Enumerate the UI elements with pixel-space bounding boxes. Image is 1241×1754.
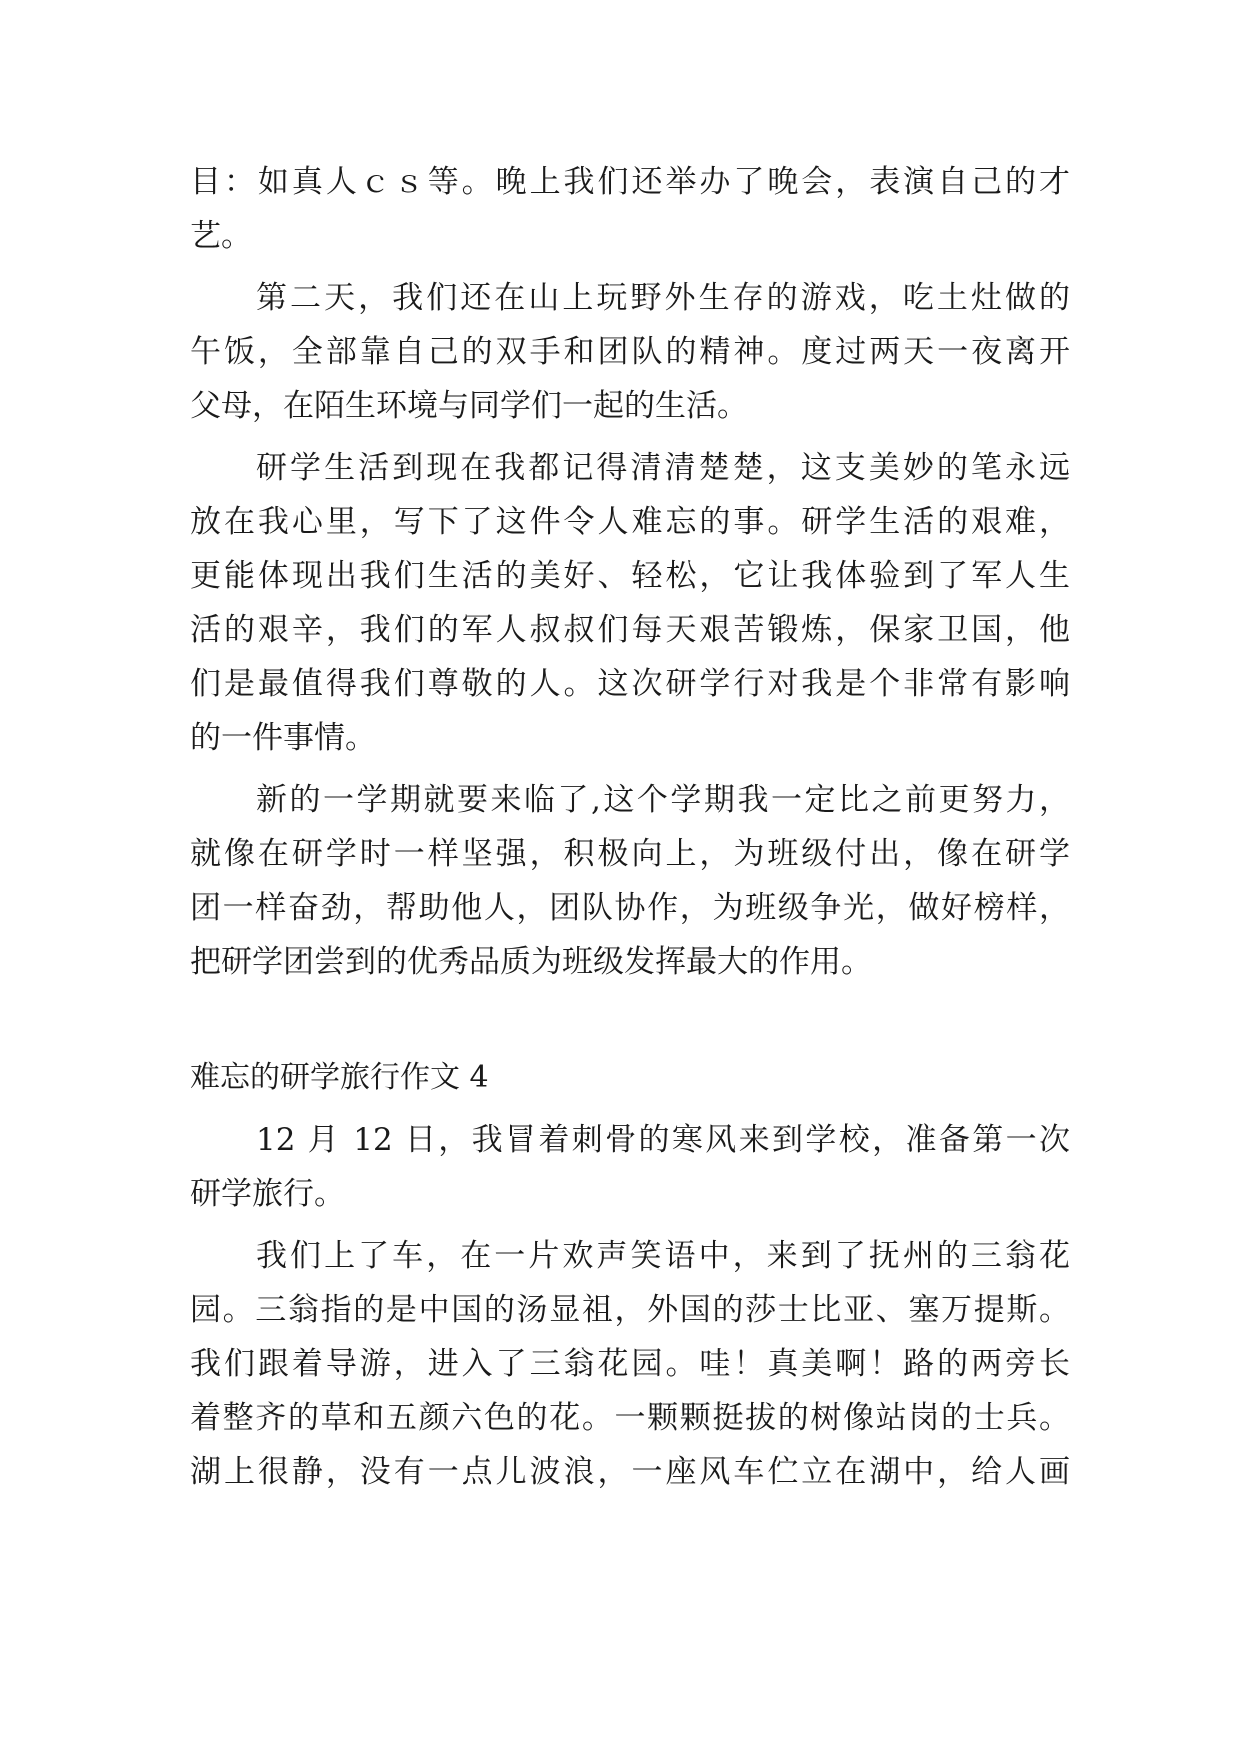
paragraph-line: 活的艰辛，我们的军人叔叔们每天艰苦锻炼，保家卫国，他 [190,612,1070,648]
paragraph-line: 们是最值得我们尊敬的人。这次研学行对我是个非常有影响 [190,666,1070,702]
paragraph-line: 研学生活到现在我都记得清清楚楚，这支美妙的笔永远 [256,450,1070,486]
paragraph-line: 园。三翁指的是中国的汤显祖，外国的莎士比亚、塞万提斯。 [190,1292,1070,1328]
paragraph-line: 12 月 12 日，我冒着刺骨的寒风来到学校，准备第一次 [256,1122,1070,1158]
paragraph-line: 我们上了车，在一片欢声笑语中，来到了抚州的三翁花 [256,1238,1070,1274]
paragraph-line: 放在我心里，写下了这件令人难忘的事。研学生活的艰难， [190,504,1070,540]
paragraph-line: 湖上很静，没有一点儿波浪，一座风车伫立在湖中，给人画 [190,1454,1070,1490]
paragraph-line: 团一样奋劲，帮助他人，团队协作，为班级争光，做好榜样， [190,890,1070,926]
paragraph-line: 我们跟着导游，进入了三翁花园。哇！真美啊！路的两旁长 [190,1346,1070,1382]
section-heading: 难忘的研学旅行作文 4 [190,1060,489,1095]
paragraph-line: 新的一学期就要来临了,这个学期我一定比之前更努力， [256,782,1070,818]
paragraph-line: 把研学团尝到的优秀品质为班级发挥最大的作用。 [190,944,872,980]
paragraph-line: 父母，在陌生环境与同学们一起的生活。 [190,388,748,424]
paragraph-line: 目：如真人ｃｓ等。晚上我们还举办了晚会，表演自己的才 [190,164,1070,200]
paragraph-line: 艺。 [190,218,252,254]
paragraph-line: 就像在研学时一样坚强，积极向上，为班级付出，像在研学 [190,836,1070,872]
paragraph-line: 的一件事情。 [190,720,376,756]
paragraph-line: 更能体现出我们生活的美好、轻松，它让我体验到了军人生 [190,558,1070,594]
paragraph-line: 研学旅行。 [190,1176,345,1212]
paragraph-line: 着整齐的草和五颜六色的花。一颗颗挺拔的树像站岗的士兵。 [190,1400,1070,1436]
paragraph-line: 第二天，我们还在山上玩野外生存的游戏，吃土灶做的 [256,280,1070,316]
paragraph-line: 午饭，全部靠自己的双手和团队的精神。度过两天一夜离开 [190,334,1070,370]
